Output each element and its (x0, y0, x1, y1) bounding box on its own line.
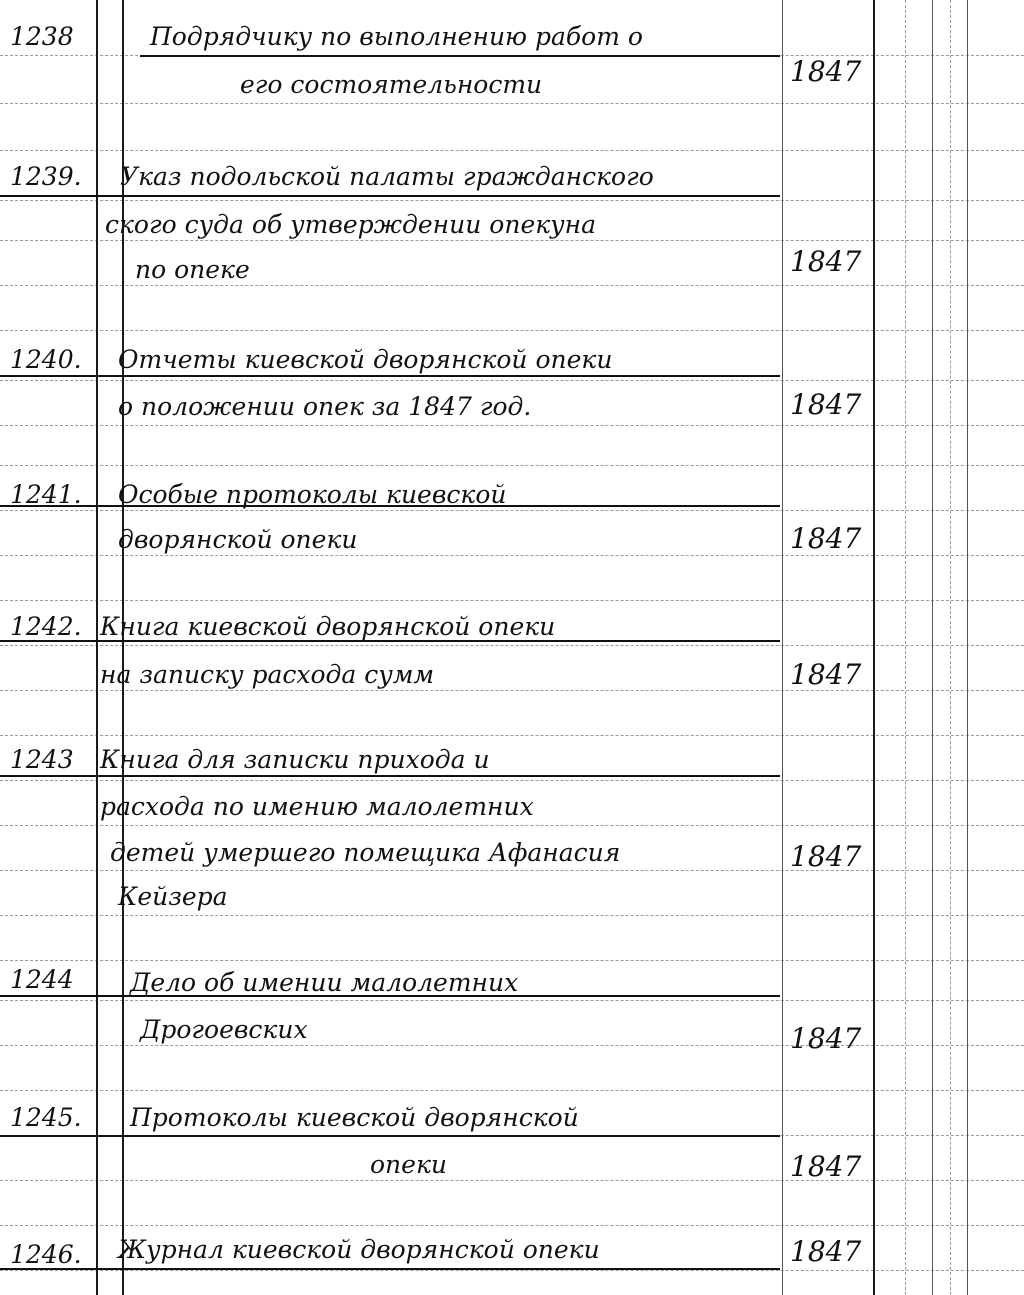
ruled-line (0, 150, 1024, 151)
column-rule (782, 0, 783, 1295)
entry-number: 1240. (10, 345, 82, 374)
entry-number: 1239. (10, 162, 82, 191)
entry-number: 1244 (10, 965, 74, 994)
column-rule (950, 0, 951, 1295)
entry-text-line: на записку расхода сумм (100, 660, 435, 689)
ruled-line (0, 735, 1024, 736)
entry-text-line: опеки (370, 1150, 447, 1179)
entry-text-line: Книга для записки прихода и (100, 745, 490, 774)
entry-text-line: о положении опек за 1847 год. (118, 392, 532, 421)
entry-text-line: Особые протоколы киевской (118, 480, 507, 509)
ruled-line (0, 425, 1024, 426)
ruled-line (0, 1000, 1024, 1001)
entry-text-line: дворянской опеки (118, 525, 358, 554)
entry-text-line: ского суда об утверждении опекуна (105, 210, 597, 239)
column-rule (967, 0, 968, 1295)
ruled-line (0, 1045, 1024, 1046)
entry-divider (0, 195, 780, 197)
ruled-line (0, 330, 1024, 331)
ruled-line (0, 380, 1024, 381)
ruled-line (0, 780, 1024, 781)
ruled-line (0, 690, 1024, 691)
entry-text-line: Дело об имении малолетних (130, 968, 519, 997)
entry-year: 1847 (790, 1150, 862, 1183)
ruled-line (0, 465, 1024, 466)
entry-divider (140, 55, 780, 57)
entry-text-line: Дрогоевских (140, 1015, 308, 1044)
ruled-line (0, 200, 1024, 201)
ruled-line (0, 870, 1024, 871)
entry-text-line: его состоятельности (240, 70, 543, 99)
entry-number: 1242. (10, 612, 82, 641)
ruled-line (0, 915, 1024, 916)
ruled-line (0, 285, 1024, 286)
entry-year: 1847 (790, 840, 862, 873)
column-rule (932, 0, 933, 1295)
entry-divider (0, 1135, 780, 1137)
entry-year: 1847 (790, 522, 862, 555)
entry-year: 1847 (790, 55, 862, 88)
entry-divider (0, 375, 780, 377)
entry-year: 1847 (790, 1022, 862, 1055)
entry-number: 1246. (10, 1240, 82, 1269)
entry-text-line: Подрядчику по выполнению работ о (150, 22, 643, 51)
ruled-line (0, 960, 1024, 961)
ruled-line (0, 600, 1024, 601)
entry-text-line: детей умершего помещика Афанасия (110, 838, 621, 867)
ruled-line (0, 645, 1024, 646)
entry-year: 1847 (790, 658, 862, 691)
entry-divider (0, 775, 780, 777)
entry-year: 1847 (790, 1235, 862, 1268)
entry-number: 1243 (10, 745, 74, 774)
ruled-line (0, 825, 1024, 826)
ruled-line (0, 510, 1024, 511)
entry-year: 1847 (790, 245, 862, 278)
column-rule (905, 0, 906, 1295)
column-rule (873, 0, 875, 1295)
entry-text-line: Кейзера (118, 882, 228, 911)
entry-text-line: Книга киевской дворянской опеки (100, 612, 556, 641)
ruled-line (0, 1225, 1024, 1226)
entry-number: 1238 (10, 22, 74, 51)
entry-text-line: Указ подольской палаты гражданского (120, 162, 654, 191)
entry-divider (0, 1268, 780, 1270)
ruled-line (0, 555, 1024, 556)
ruled-line (0, 240, 1024, 241)
ruled-line (0, 1270, 1024, 1271)
entry-text-line: Отчеты киевской дворянской опеки (118, 345, 613, 374)
ruled-line (0, 1090, 1024, 1091)
entry-number: 1245. (10, 1103, 82, 1132)
entry-text-line: Протоколы киевской дворянской (130, 1103, 579, 1132)
ruled-line (0, 103, 1024, 104)
entry-text-line: расхода по имению малолетних (100, 792, 534, 821)
entry-number: 1241. (10, 480, 82, 509)
entry-year: 1847 (790, 388, 862, 421)
entry-text-line: Журнал киевской дворянской опеки (118, 1235, 600, 1264)
ruled-line (0, 1180, 1024, 1181)
entry-text-line: по опеке (135, 255, 250, 284)
